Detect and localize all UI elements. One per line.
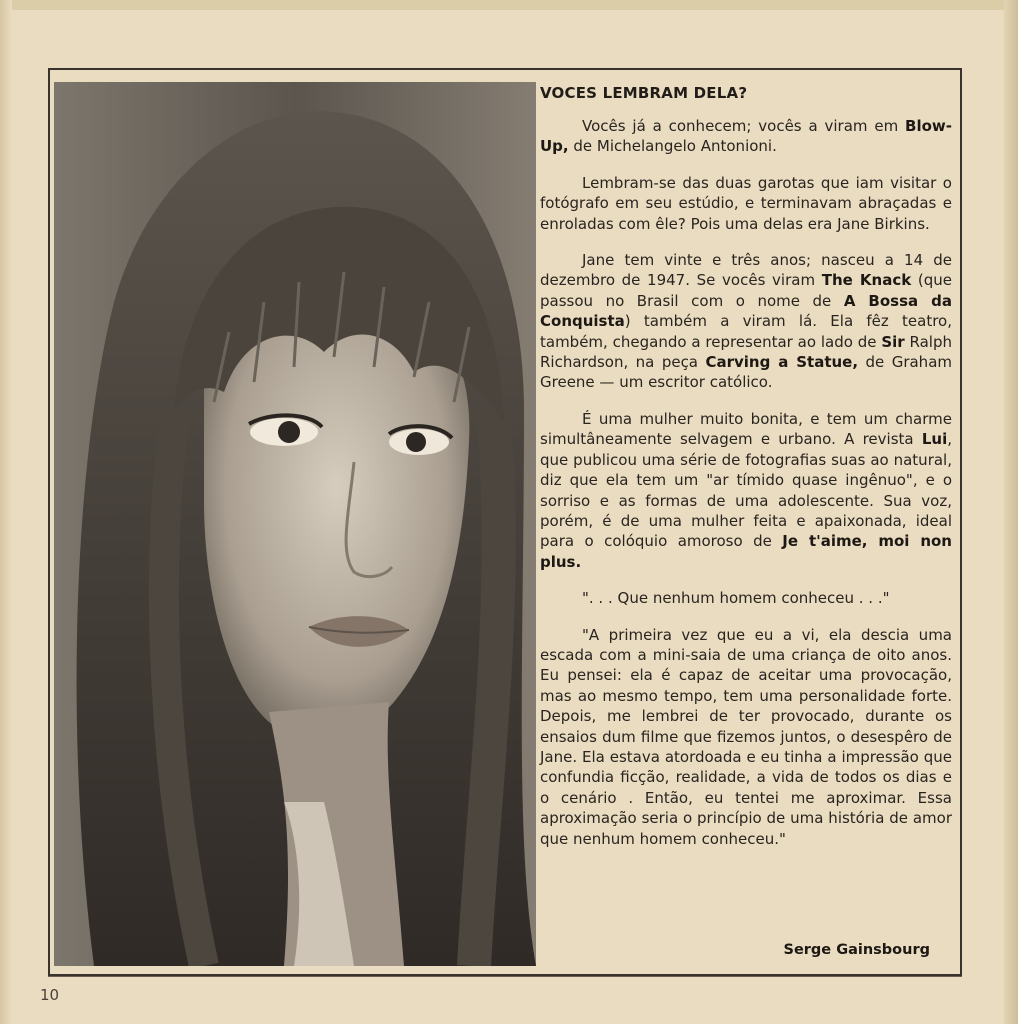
paragraph-text: É uma mulher muito bonita, e tem um charme simultâneamente selvagem e urbano. A revista [540, 409, 952, 449]
bold-title-text: The Knack [821, 271, 912, 290]
paragraph-text: ) também a viram lá. Ela fêz teatro, também, chegando a representar ao lado de [540, 312, 952, 351]
paragraph-text: ". . . Que nenhum homem conheceu . . ." [582, 589, 890, 608]
bottom-rule [48, 976, 962, 977]
bold-title-text: Blow-Up, [540, 117, 952, 156]
article-paragraph [540, 625, 952, 849]
article-column [540, 82, 952, 968]
paragraph-text: Jane tem vinte e três anos; nasceu a 14 de dezembro de 1947. Se vocês viram [540, 251, 952, 290]
paragraph-text: (que passou no Brasil com o nome de [540, 271, 952, 310]
bold-title-text: Lui [921, 430, 948, 449]
article-paragraph [540, 250, 952, 393]
article-paragraph [540, 173, 952, 234]
portrait-photo [54, 82, 536, 966]
paragraph-text: Vocês já a conhecem; vocês a viram em [582, 117, 906, 135]
article-paragraph [540, 116, 952, 157]
paragraph-text: , que publicou uma série de fotografias suas ao natural, diz que ela tem um "ar tímido quase ingênuo", e o sorriso e as formas de uma adolescente. Sua voz, porém, é de uma mulher feita e apaixonada, ideal para o colóquio amoroso de [540, 430, 952, 551]
bold-title-text: Je t'aime, moi non plus. [540, 532, 952, 571]
portrait-illustration [54, 82, 536, 966]
article-body [540, 116, 952, 849]
paragraph-text: de Graham Greene — um escritor católico. [540, 353, 952, 392]
page-edge-right [1004, 0, 1018, 1024]
bold-title-text: Sir [881, 332, 905, 351]
paragraph-text: Lembram-se das duas garotas que iam visitar o fotógrafo em seu estúdio, e terminavam abraçadas e enroladas com êle? Pois uma delas era Jane Birkins. [540, 173, 952, 233]
paragraph-text: de Michelangelo Antonioni. [568, 137, 777, 156]
article-signature: Serge Gainsbourg [783, 942, 930, 958]
article-paragraph [540, 409, 952, 572]
paragraph-text: "A primeira vez que eu a vi, ela descia uma escada com a mini-saia de uma criança de oito anos. Eu pensei: ela é capaz de aceitar uma provocação, mas ao mesmo tempo, tem uma personalidade forte. Depois, me lembrei de ter provocado, durante os ensaios dum filme que fizemos juntos, o desespêro de Jane. Ela estava atordoada e eu tinha a impressão que confundia ficção, realidade, a vida de todos os dias e o cenário . Então, eu tentei me aproximar. Essa aproximação seria o princípio de uma história de amor que nenhum homem conheceu." [540, 625, 952, 848]
page-edge-top [0, 0, 1018, 10]
article-paragraph [540, 588, 952, 608]
bold-title-text: Carving a Statue, [705, 353, 859, 372]
bold-title-text: A Bossa da Conquista [540, 291, 952, 331]
page-edge-left [0, 0, 12, 1024]
article-title: VOCES LEMBRAM DELA? [540, 84, 748, 102]
paragraph-text: Ralph Richardson, na peça [540, 332, 952, 372]
page-number: 10 [40, 986, 60, 1004]
